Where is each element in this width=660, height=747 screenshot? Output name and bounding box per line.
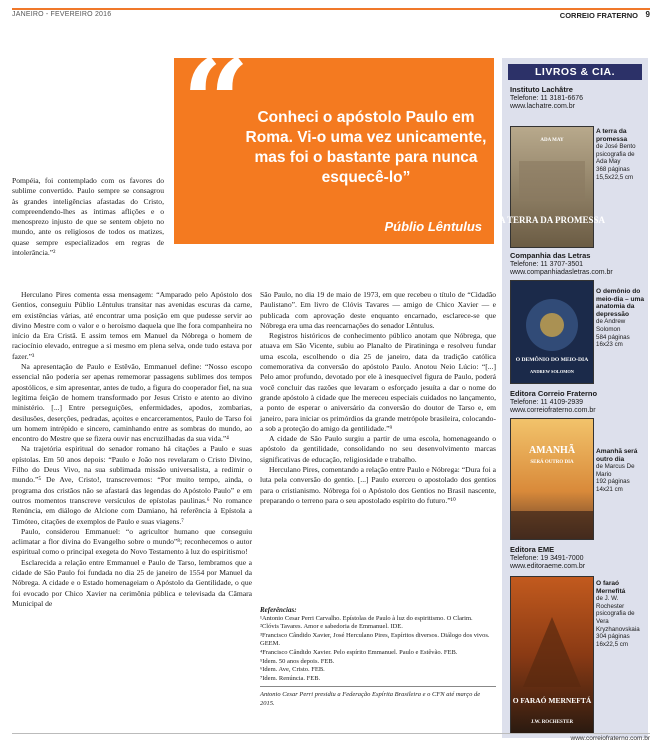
book-cover-art-icon	[511, 419, 593, 539]
article-paragraph: Na trajetória espiritual do senador romano há citações a Paulo e suas epístolas. Em 50 anos depois: “Paulo e João nos revelaram o Cristo Divino, Filho do Deus Vivo, na sua sublimada missão universalista, a redimir o mundo.”⁵ De Ave, Cristo!, transcrevemos: “Por muito tempo, ainda, o programa dos cristãos não se afastará das legendas do Apóstolo Paulo” e em outros momentos transcreve versículos de epístolas paulinas.⁶ No romance Renúncia, em diálogo de Alcione com Damiano, há referência à Epístola a Timóteo, citações de exemplos de Paulo e suas viagens.⁷	[12, 444, 252, 526]
reference-item: ⁴Francisco Cândido Xavier. Pelo espírito Emmanuel. Paulo e Estêvão. FEB.	[260, 648, 458, 656]
header-rule	[12, 8, 650, 10]
publisher-phone: Telefone: 11 3707-3501	[510, 260, 584, 268]
book-size: 16x23 cm	[596, 341, 623, 349]
article-paragraph: Esclarecida a relação entre Emmanuel e Paulo de Tarso, lembramos que a cidade de São Paulo foi fundada no dia 25 de janeiro de 1554 por Manuel da Nóbrega. A cidade e o Estado homenageiam o Apóstolo da Gentilidade, o que foi evocado por Chico Xavier na cerimônia pública e televisada da Câmara Municipal de	[12, 557, 252, 608]
sidebar-title: LIVROS & CIA.	[508, 64, 642, 80]
book-cover	[510, 576, 594, 734]
book-info	[596, 448, 644, 494]
quote-author: Públio Lêntulus	[384, 219, 482, 234]
publisher-phone: Telefone: 19 3491-7000	[510, 554, 584, 562]
book-author: de J. W. Rochester psicografia de Vera Kryzhanovskaia	[596, 595, 640, 633]
reference-item: ⁷Idem. Renúncia. FEB.	[260, 674, 321, 682]
cover-title: O DEMÔNIO DO MEIO-DIA	[515, 357, 589, 363]
article-paragraph: São Paulo, no dia 19 de maio de 1973, em que recebeu o título de “Cidadão Paulistano”. Em livro de Clóvis Tavares — amigo de Chico Xavier — e publicada com aprovação deste enquanto encarnado, esclarece-se que Nóbrega era uma das reencarnações do senador Lêntulus.	[260, 290, 496, 330]
book-size: 16x22,5 cm	[596, 640, 628, 648]
book-cover-art-icon	[511, 281, 593, 383]
quote-text: Conheci o apóstolo Paulo em Roma. Vi-o uma vez unicamente, mas foi o bastante para nunca esquecê-lo”	[245, 109, 487, 186]
book-cover-art-icon	[498, 127, 606, 247]
publisher-url[interactable]: www.companhiadasletras.com.br	[510, 269, 613, 277]
publisher-info	[510, 546, 585, 572]
issue-date: JANEIRO - FEVEREIRO 2016	[12, 11, 112, 18]
article-paragraph: Herculano Pires comenta essa mensagem: “Amparado pelo Apóstolo dos Gentios, conseguiu Públio Lêntulus transitar nas avenidas escuras da carne, em existências várias, até encontrar uma posição em que pudesse servir ao divino Mestre com o valor e o heroísmo daquela que lhe fora companheira no início da Era Cristã. E assim temos em Manuel da Nóbrega o homem de raciocínio elevado, entregue a si mesmo em plena selva, onde tudo estava por fazer.”³	[12, 290, 252, 361]
magazine-name: CORREIO FRATERNO	[559, 11, 638, 20]
publisher-info	[510, 390, 597, 416]
book-pages: 304 páginas	[596, 633, 630, 641]
book-author: de Marcus De Mario	[596, 463, 635, 478]
reference-item: ⁶Idem. Ave, Cristo. FEB.	[260, 666, 325, 674]
author-note: Antonio Cesar Perri presidiu a Federação Espírita Brasileira e o CFN até março de 2015.	[260, 691, 481, 707]
publisher-url[interactable]: www.correiofraterno.com.br	[510, 407, 596, 415]
article-paragraph: Na apresentação de Paulo e Estêvão, Emmanuel define: “Nosso escopo essencial não poderia ser apenas rememorar passagens sublimes dos tempos apostólicos, e sim apresentar, antes de tudo, a figura do cooperador fiel, na sua legítima feição de homem transformado por Jesus Cristo e atento ao divino ministério. [...] Entre perseguições, enfermidades, apodos, zombarias, desilusões, deserções, pedradas, açoites e encarceramentos, Paulo de Tarso foi um homem intrépido e sincero, caminhando entre as sombras do mundo, ao encontro do Mestre que se fizera ouvir nas encruzilhadas da sua vida.”⁴	[12, 362, 252, 444]
cover-subtitle: SERÁ OUTRO DIA	[530, 460, 574, 465]
references-title: Referências:	[260, 606, 297, 614]
book-pages: 584 páginas	[596, 333, 630, 341]
article-paragraph: Registros históricos de conhecimento público anotam que Nóbrega, que atuava em São Vicente, subiu ao Planalto de Piratininga e resolveu fundar uma escola, escolhendo o dia 25 de janeiro, data da tradição católica comemorativa da conversão do apóstolo Paulo. Anotou Neio Lúcio: “[...] Pelo amor profundo, devotado por ele à inesquecível figura de Paulo, poderá você concluir das razões que levaram o esforçado jesuíta a dar o nome do grande apóstolo à cidade que lhe mereceu especiais cuidados no lançamento, a ponto de esperar o aniversário da conversão do doutor de Tarso e, em janeiro, para iniciar os primórdios da grande metrópole brasileira, colocando-a sob a proteção do amigo da gentilidade.”⁹	[260, 331, 496, 433]
article-column-1-top	[12, 176, 164, 258]
pull-quote	[174, 33, 494, 244]
book-author: de Andrew Solomon	[596, 318, 626, 333]
references-divider	[260, 686, 496, 687]
cover-author: ADA MAY	[540, 138, 564, 143]
book-size: 15,5x22,5 cm	[596, 173, 634, 181]
publisher-url[interactable]: www.editoraeme.com.br	[510, 563, 586, 571]
books-sidebar	[498, 58, 648, 738]
book-pages: 368 páginas	[596, 165, 630, 173]
book-info	[596, 580, 644, 648]
publisher-phone: Telefone: 11 3181-6676	[510, 94, 584, 102]
book-title: O faraó Mernefitá	[596, 580, 626, 595]
book-cover	[510, 280, 594, 384]
article-paragraph: A cidade de São Paulo surgiu a partir de uma escola, homenageando o apóstolo da gentilidade, consolidando no seu desenvolvimento marcas significativas de educação, religiosidade e trabalho.	[260, 434, 496, 464]
article-column-1	[12, 290, 252, 609]
book-author: de José Bento psicografia de Ada May	[596, 143, 636, 166]
cover-author: J.W. ROCHESTER	[530, 720, 574, 725]
reference-item: ¹Antonio Cesar Perri Carvalho. Epístolas de Paulo à luz do espiritismo. O Clarim.	[260, 614, 473, 622]
cover-title: A TERRA DA PROMESSA	[498, 215, 606, 225]
reference-item: ³Francisco Cândido Xavier, José Herculano Pires, Espíritos diversos. Diálogo dos vivos. GEEM.	[260, 631, 490, 648]
book-info	[596, 128, 644, 181]
book-pages: 192 páginas	[596, 478, 630, 486]
book-title: A terra da promessa	[596, 128, 628, 143]
publisher-name: Editora EME	[510, 545, 555, 554]
publisher-name: Companhia das Letras	[510, 251, 591, 260]
publisher-phone: Telefone: 11 4109-2939	[510, 398, 584, 406]
reference-item: ⁵Idem. 50 anos depois. FEB.	[260, 657, 335, 665]
publisher-url[interactable]: www.lachatre.com.br	[510, 103, 575, 111]
publisher-info	[510, 86, 583, 112]
page-number: 9	[645, 10, 650, 19]
article-paragraph: Herculano Pires, comentando a relação entre Paulo e Nóbrega: “Dura foi a luta pela conversão do gentio. [...] Paulo exerceu o apostolado dos gentios para o cristianismo. Nóbrega foi o Apóstolo dos Gentios no Brasil nascente, preparando o terreno para o seu apostolado espírito do futuro.”¹⁰	[260, 465, 496, 505]
quote-mark-icon: “	[182, 33, 250, 172]
references	[260, 606, 496, 709]
article-paragraph: Pompéia, foi contemplado com os favores do sublime convertido. Paulo sempre se consagrou às grandes inteligências afastadas do Cristo, compreendendo-lhes as íntimas aflições e o menosprezo injusto de que se sentem objeto no mundo, ante os religiosos de todos os matizes, quase sempre especializados em regras de intolerância.”²	[12, 176, 164, 258]
footer-rule	[12, 733, 650, 734]
book-cover	[510, 418, 594, 540]
publisher-name: Editora Correio Fraterno	[510, 389, 598, 398]
book-cover-art-icon	[511, 577, 593, 733]
cover-author: ANDREW SOLOMON	[530, 369, 574, 374]
article-paragraph: Paulo, considerou Emmanuel: “o agricultor humano que conseguiu aclimatar a flor divina do Evangelho sobre o mundo”⁸; reconhecemos o autor espiritual como o principal exegeta do Novo Testamento à luz do espiritismo!	[12, 526, 252, 557]
book-size: 14x21 cm	[596, 485, 623, 493]
book-cover	[498, 126, 606, 248]
book-info	[596, 288, 644, 349]
book-title: O demônio do meio-dia – uma anatomia da depressão	[596, 288, 645, 318]
cover-title: O FARAÓ MERNEFTÁ	[512, 696, 592, 705]
footer-url[interactable]: www.correiofraterno.com.br	[570, 735, 650, 742]
reference-item: ²Clóvis Tavares. Amor e sabedoria de Emmanuel. IDE.	[260, 623, 403, 631]
cover-title: AMANHÃ	[528, 445, 576, 456]
article-column-2	[260, 290, 496, 506]
publisher-name: Instituto Lachâtre	[510, 85, 573, 94]
publisher-info	[510, 252, 613, 278]
book-title: Amanhã será outro dia	[596, 448, 638, 463]
